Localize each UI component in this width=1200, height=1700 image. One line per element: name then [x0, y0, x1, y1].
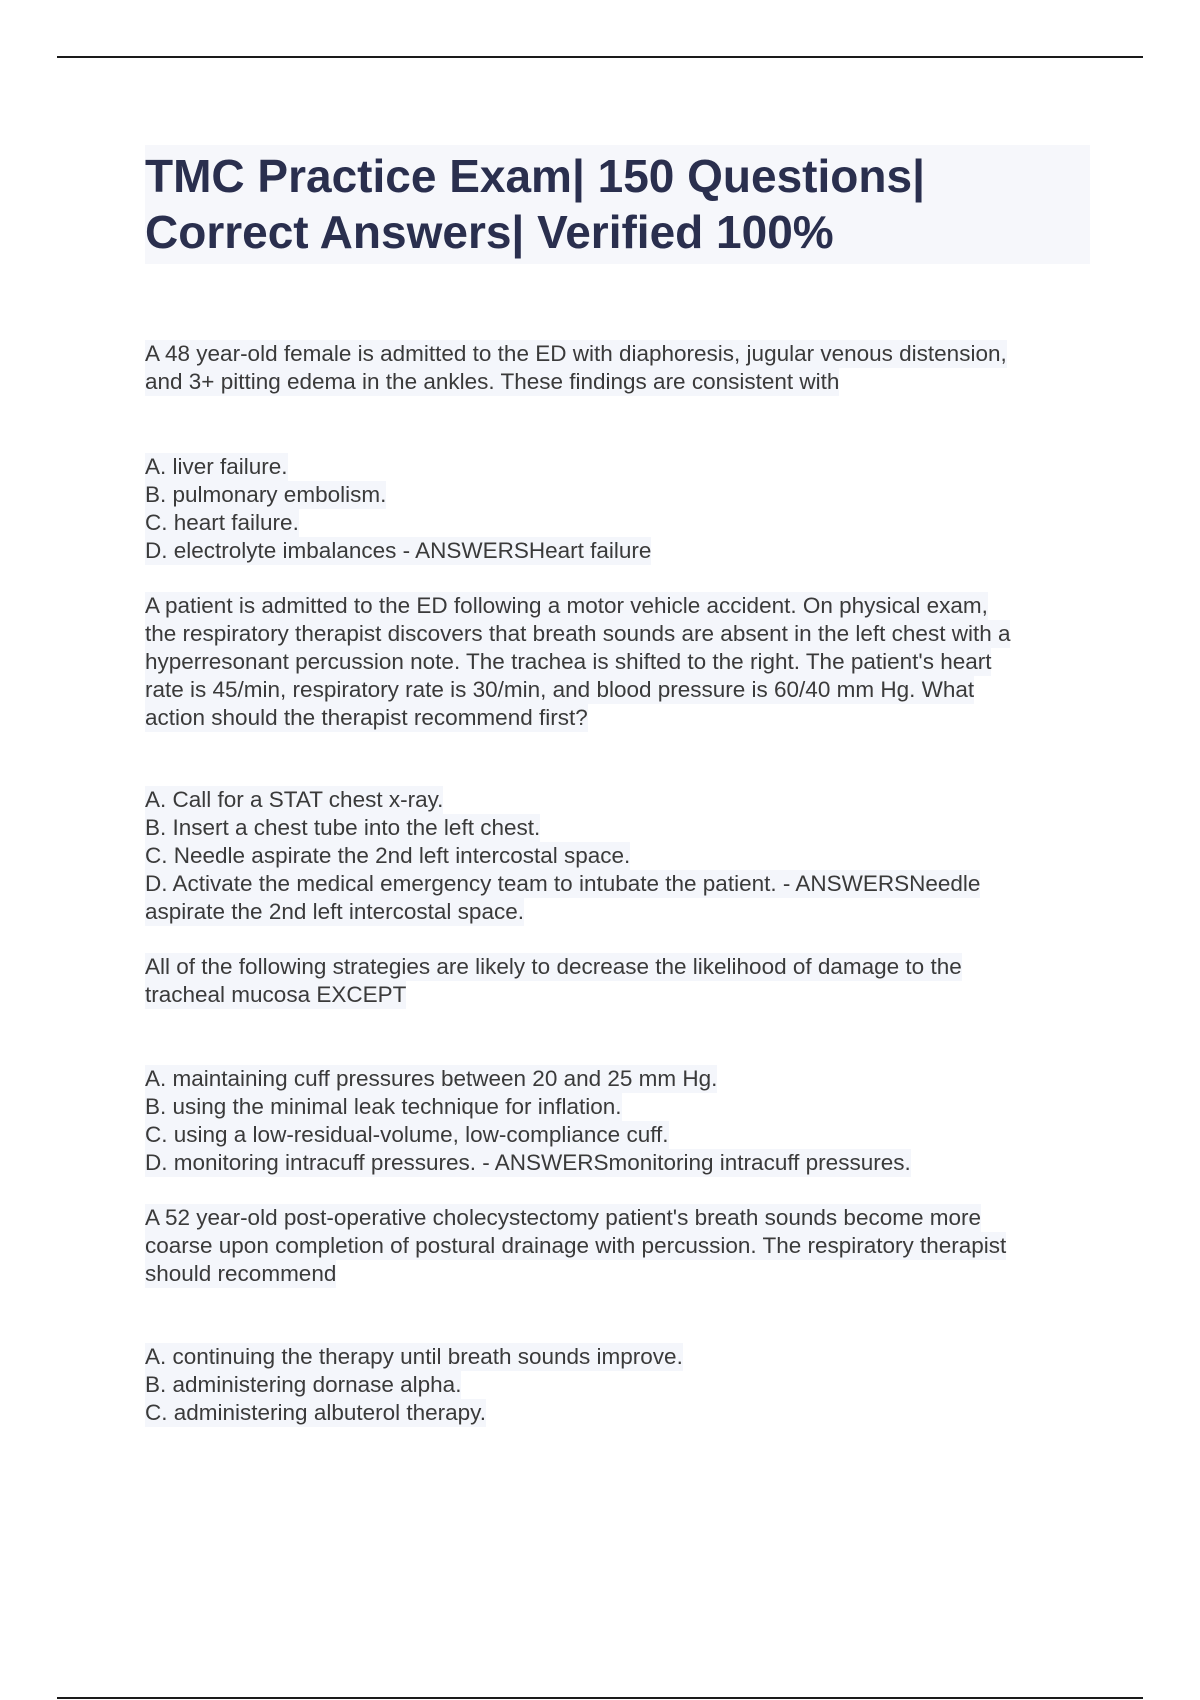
question-3-option-b: B. using the minimal leak technique for inflation. — [145, 1094, 622, 1119]
question-2-stem-line-4: rate is 45/min, respiratory rate is 30/min, and blood pressure is 60/40 mm Hg. What — [145, 677, 975, 702]
question-1-options — [145, 453, 1095, 565]
question-1-option-d-answer: D. electrolyte imbalances - ANSWERSHeart failure — [145, 538, 652, 563]
question-2-answer-continued: aspirate the 2nd left intercostal space. — [145, 899, 524, 924]
question-4-option-c: C. administering albuterol therapy. — [145, 1400, 487, 1425]
question-3-stem-line-1: All of the following strategies are likely to decrease the likelihood of damage to the — [145, 954, 962, 979]
question-3-option-c: C. using a low-residual-volume, low-compliance cuff. — [145, 1122, 669, 1147]
question-2-stem-line-3: hyperresonant percussion note. The trachea is shifted to the right. The patient's heart — [145, 649, 992, 674]
question-2-option-a: A. Call for a STAT chest x-ray. — [145, 787, 444, 812]
question-4-option-a: A. continuing the therapy until breath sounds improve. — [145, 1344, 683, 1369]
question-4-stem-line-3: should recommend — [145, 1261, 337, 1286]
question-4-stem-line-1: A 52 year-old post-operative cholecystectomy patient's breath sounds become more — [145, 1205, 981, 1230]
question-2-stem-line-1: A patient is admitted to the ED following a motor vehicle accident. On physical exam, — [145, 593, 988, 618]
question-1-option-a: A. liver failure. — [145, 454, 288, 479]
question-4-stem-line-2: coarse upon completion of postural drainage with percussion. The respiratory therapist — [145, 1233, 1007, 1258]
top-rule — [57, 56, 1143, 58]
question-2-option-c: C. Needle aspirate the 2nd left intercostal space. — [145, 843, 631, 868]
document-title — [145, 145, 1090, 264]
question-3-stem-line-2: tracheal mucosa EXCEPT — [145, 982, 407, 1007]
question-1-option-b: B. pulmonary embolism. — [145, 482, 387, 507]
question-2-option-d-answer: D. Activate the medical emergency team to intubate the patient. - ANSWERSNeedle — [145, 871, 981, 896]
question-4-option-b: B. administering dornase alpha. — [145, 1372, 462, 1397]
question-2-stem-line-5: action should the therapist recommend first? — [145, 705, 588, 730]
question-1-stem — [145, 340, 1095, 396]
question-4-stem — [145, 1204, 1095, 1288]
question-1-stem-line-2: and 3+ pitting edema in the ankles. These findings are consistent with — [145, 369, 840, 394]
question-4-options — [145, 1343, 1095, 1427]
question-3-option-a: A. maintaining cuff pressures between 20 and 25 mm Hg. — [145, 1066, 718, 1091]
question-1-stem-line-1: A 48 year-old female is admitted to the ED with diaphoresis, jugular venous distension, — [145, 341, 1007, 366]
question-3-options — [145, 1065, 1095, 1177]
question-3-stem — [145, 953, 1095, 1009]
question-2-stem — [145, 592, 1095, 732]
title-line-2: Correct Answers| Verified 100% — [145, 206, 834, 258]
question-1-option-c: C. heart failure. — [145, 510, 299, 535]
title-line-1: TMC Practice Exam| 150 Questions| — [145, 150, 925, 202]
question-3-option-d-answer: D. monitoring intracuff pressures. - ANSWERSmonitoring intracuff pressures. — [145, 1150, 911, 1175]
bottom-rule — [57, 1697, 1143, 1699]
question-2-option-b: B. Insert a chest tube into the left chest. — [145, 815, 541, 840]
question-2-stem-line-2: the respiratory therapist discovers that breath sounds are absent in the left chest with a — [145, 621, 1011, 646]
question-2-options — [145, 786, 1095, 926]
